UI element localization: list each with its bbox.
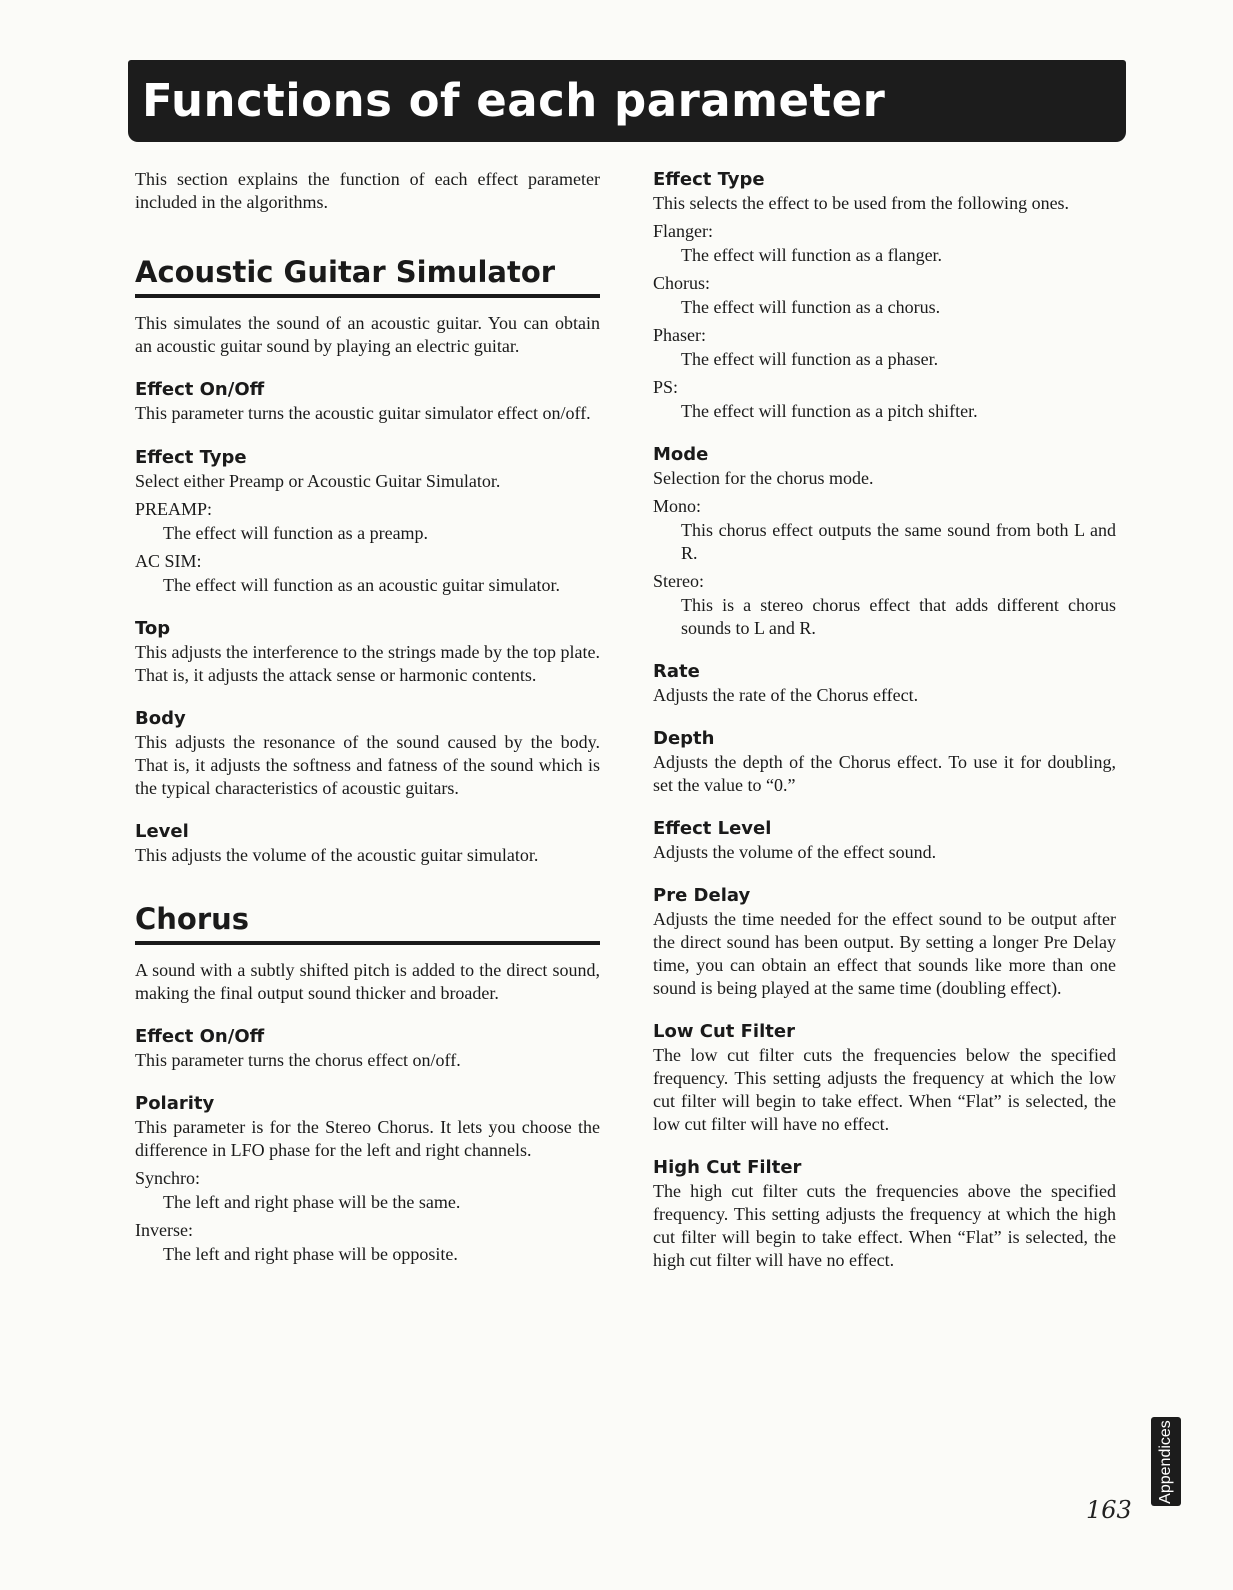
- appendices-tab-label: Appendices: [1157, 1419, 1174, 1504]
- left-column: [135, 168, 600, 1266]
- body-desc: This adjusts the resonance of the sound caused by the body. That is, it adjusts the softness and fatness of the sound which is the typical characteristics of acoustic guitars.: [135, 732, 600, 798]
- top-title: Top: [135, 618, 171, 639]
- chorus-description: A sound with a subtly shifted pitch is added to the direct sound, making the final output sound thicker and broader.: [135, 960, 600, 1003]
- low-cut-title: Low Cut Filter: [653, 1021, 795, 1042]
- chorus-section-title: Chorus: [135, 901, 600, 945]
- option-label: Stereo:: [653, 571, 704, 591]
- depth-title: Depth: [653, 728, 715, 749]
- chorus-effect-onoff-desc: This parameter turns the chorus effect on/off.: [135, 1050, 461, 1070]
- body-title: Body: [135, 708, 186, 729]
- option-desc: The effect will function as an acoustic guitar simulator.: [163, 575, 561, 595]
- option-label: PREAMP:: [135, 499, 213, 519]
- pre-delay-title: Pre Delay: [653, 885, 751, 906]
- polarity-title: Polarity: [135, 1093, 215, 1114]
- intro-text: This section explains the function of each effect parameter included in the algorithms.: [135, 169, 600, 212]
- acoustic-effect-onoff-title: Effect On/Off: [135, 379, 265, 400]
- option-label: Flanger:: [653, 221, 713, 241]
- right-column: [653, 168, 1116, 1272]
- high-cut-desc: The high cut filter cuts the frequencies above the specified frequency. This setting adjusts the frequency at which the high cut filter will begin to take effect. When “Flat” is selected, the high cut filter will have no effect.: [653, 1181, 1116, 1270]
- page-title: Functions of each parameter: [142, 74, 886, 127]
- rate-title: Rate: [653, 661, 700, 682]
- chorus-effect-type-title: Effect Type: [653, 169, 765, 190]
- option-label: Synchro:: [135, 1168, 200, 1188]
- page-banner: [128, 60, 1126, 142]
- acoustic-effect-type-desc: Select either Preamp or Acoustic Guitar Simulator.: [135, 471, 501, 491]
- option-label: Phaser:: [653, 325, 706, 345]
- mode-desc: Selection for the chorus mode.: [653, 468, 874, 488]
- acoustic-effect-onoff-desc: This parameter turns the acoustic guitar simulator effect on/off.: [135, 403, 591, 423]
- chorus-effect-type-desc: This selects the effect to be used from the following ones.: [653, 193, 1070, 213]
- option-label: Chorus:: [653, 273, 711, 293]
- mode-title: Mode: [653, 444, 709, 465]
- option-desc: The left and right phase will be opposite.: [163, 1244, 458, 1264]
- appendices-tab: [1151, 1417, 1181, 1506]
- acoustic-effect-type-title: Effect Type: [135, 447, 247, 468]
- option-desc: The effect will function as a preamp.: [163, 523, 429, 543]
- pre-delay-desc: Adjusts the time needed for the effect sound to be output after the direct sound has been output. By setting a longer Pre Delay time, you can obtain an effect that sounds like more than one sound is being played at the same time (doubling effect).: [653, 909, 1116, 998]
- option-label: PS:: [653, 377, 679, 397]
- option-label: AC SIM:: [135, 551, 202, 571]
- top-desc: This adjusts the interference to the strings made by the top plate. That is, it adjusts the attack sense or harmonic contents.: [135, 642, 600, 685]
- option-label: Inverse:: [135, 1220, 193, 1240]
- acoustic-description: This simulates the sound of an acoustic guitar. You can obtain an acoustic guitar sound by playing an electric guitar.: [135, 313, 600, 356]
- option-desc: The effect will function as a flanger.: [681, 245, 943, 265]
- acoustic-section-title: Acoustic Guitar Simulator: [135, 254, 600, 298]
- level-title: Level: [135, 821, 189, 842]
- option-desc: The effect will function as a phaser.: [681, 349, 939, 369]
- effect-level-title: Effect Level: [653, 818, 772, 839]
- option-desc: The left and right phase will be the same.: [163, 1192, 461, 1212]
- polarity-desc: This parameter is for the Stereo Chorus. It lets you choose the difference in LFO phase for the left and right channels.: [135, 1117, 600, 1160]
- low-cut-desc: The low cut filter cuts the frequencies below the specified frequency. This setting adjusts the frequency at which the low cut filter will begin to take effect. When “Flat” is selected, the low cut filter will have no effect.: [653, 1045, 1116, 1134]
- page-number: 163: [1086, 1496, 1132, 1524]
- option-desc: This chorus effect outputs the same sound from both L and R.: [681, 520, 1116, 563]
- effect-level-desc: Adjusts the volume of the effect sound.: [653, 842, 937, 862]
- chorus-effect-onoff-title: Effect On/Off: [135, 1026, 265, 1047]
- option-desc: The effect will function as a pitch shifter.: [681, 401, 978, 421]
- option-label: Mono:: [653, 496, 702, 516]
- rate-desc: Adjusts the rate of the Chorus effect.: [653, 685, 919, 705]
- high-cut-title: High Cut Filter: [653, 1157, 802, 1178]
- depth-desc: Adjusts the depth of the Chorus effect. To use it for doubling, set the value to “0.”: [653, 752, 1116, 795]
- level-desc: This adjusts the volume of the acoustic guitar simulator.: [135, 845, 539, 865]
- option-desc: This is a stereo chorus effect that adds different chorus sounds to L and R.: [681, 595, 1116, 638]
- option-desc: The effect will function as a chorus.: [681, 297, 941, 317]
